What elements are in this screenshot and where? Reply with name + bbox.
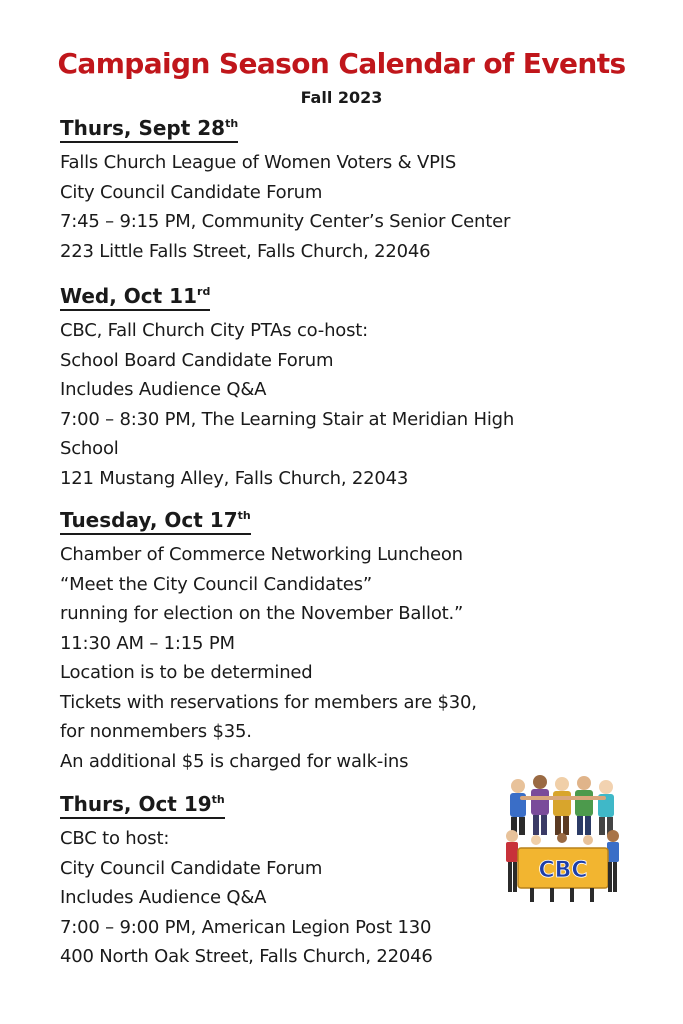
event-line: City Council Candidate Forum	[60, 181, 323, 203]
event-day: Thurs, Oct 19	[60, 792, 212, 816]
event-line: Chamber of Commerce Networking Luncheon	[60, 544, 463, 565]
event-oct-11	[60, 284, 640, 493]
event-line: CBC, Fall Church City PTAs co-host:	[60, 320, 369, 341]
event-line: “Meet the City Council Candidates”	[60, 573, 372, 595]
event-line: 7:45 – 9:15 PM, Community Center’s Senior Center	[60, 211, 511, 232]
event-line: Includes Audience Q&A	[60, 379, 267, 400]
event-line: running for election on the November Ballot.”	[60, 603, 464, 624]
back-row-people	[510, 775, 614, 835]
event-line: Tickets with reservations for members are $30,	[60, 691, 477, 713]
event-line: 121 Mustang Alley, Falls Church, 22043	[60, 467, 409, 489]
event-line: 11:30 AM – 1:15 PM	[60, 632, 235, 654]
event-line: An additional $5 is charged for walk-ins	[60, 750, 409, 772]
event-line: 7:00 – 8:30 PM, The Learning Stair at Meridian High	[60, 408, 515, 430]
event-day-suffix: th	[225, 117, 239, 130]
event-date-heading	[60, 508, 251, 535]
event-day: Wed, Oct 11	[60, 284, 198, 308]
event-line: School	[60, 438, 119, 459]
event-date-heading	[60, 792, 225, 819]
event-line: 223 Little Falls Street, Falls Church, 22046	[60, 240, 431, 262]
event-line: Falls Church League of Women Voters & VPIS	[60, 152, 457, 173]
logo-text: CBC	[538, 858, 588, 883]
event-oct-17	[60, 508, 640, 776]
event-date-heading	[60, 284, 210, 311]
event-line: 400 North Oak Street, Falls Church, 22046	[60, 946, 433, 967]
event-line: Location is to be determined	[60, 662, 313, 683]
event-day: Tuesday, Oct 17	[60, 508, 238, 532]
page-title: Campaign Season Calendar of Events	[57, 47, 626, 80]
event-line: CBC to host:	[60, 828, 170, 849]
event-line: City Council Candidate Forum	[60, 857, 323, 879]
event-line: 7:00 – 9:00 PM, American Legion Post 130	[60, 916, 432, 938]
page-subtitle: Fall 2023	[300, 88, 383, 107]
event-line: for nonmembers $35.	[60, 721, 252, 742]
event-day-suffix: rd	[197, 285, 211, 298]
event-sept-28	[60, 116, 640, 266]
event-date-heading	[60, 116, 238, 143]
event-line: Includes Audience Q&A	[60, 887, 267, 908]
event-day-suffix: th	[211, 793, 225, 806]
crowd-logo-icon	[500, 770, 625, 905]
event-day: Thurs, Sept 28	[60, 116, 226, 140]
event-line: School Board Candidate Forum	[60, 349, 334, 371]
event-day-suffix: th	[237, 509, 251, 522]
